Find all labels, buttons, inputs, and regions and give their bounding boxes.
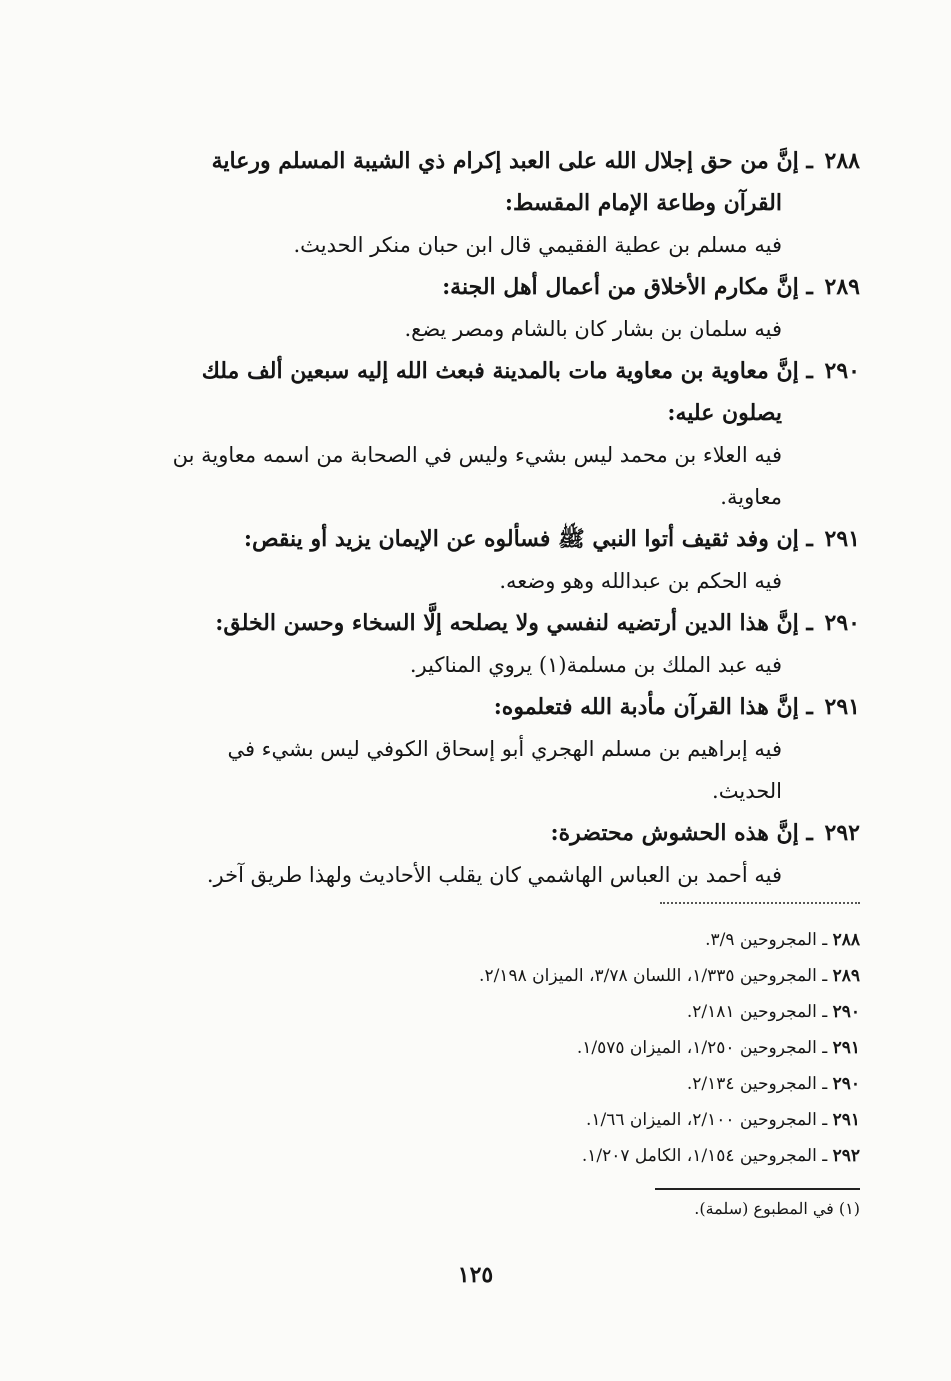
- entry-number: ٢٩١: [824, 526, 860, 552]
- entry: [160, 140, 860, 266]
- reference-dash: ـ: [822, 1146, 828, 1166]
- page-content: [160, 140, 860, 1240]
- reference-number: ٢٨٨: [832, 930, 860, 950]
- entry-number: ٢٩٠: [824, 358, 860, 384]
- entry-commentary: فيه الحكم بن عبدالله وهو وضعه.: [499, 569, 782, 593]
- entry-heading-text: إنَّ من حق إجلال الله على العبد إكرام ذي الشيبة المسلم ورعاية: [211, 148, 799, 174]
- footnote: (١) في المطبوع (سلمة).: [694, 1199, 860, 1218]
- entry: [160, 686, 860, 812]
- reference-text: المجروحين ٢/١٣٤.: [686, 1074, 817, 1094]
- entry-heading-text: إنَّ مكارم الأخلاق من أعمال أهل الجنة:: [442, 274, 799, 300]
- entry-dash: ـ: [806, 526, 813, 552]
- entry: [160, 602, 860, 686]
- entry-number: ٢٩٢: [824, 820, 860, 846]
- entry: [160, 350, 860, 518]
- reference-text: المجروحين ٢/١٠٠، الميزان ١/٦٦.: [585, 1110, 817, 1130]
- entry-number: ٢٨٨: [824, 148, 860, 174]
- entry-dash: ـ: [806, 358, 813, 384]
- reference-text: المجروحين ٣/٩.: [705, 930, 817, 950]
- entry: [160, 812, 860, 896]
- reference-dash: ـ: [822, 1110, 828, 1130]
- entry-commentary: فيه أحمد بن العباس الهاشمي كان يقلب الأحاديث ولهذا طريق آخر.: [206, 863, 782, 887]
- reference-text: المجروحين ١/١٥٤، الكامل ١/٢٠٧.: [581, 1146, 817, 1166]
- entry-commentary: فيه إبراهيم بن مسلم الهجري أبو إسحاق الكوفي ليس بشيء في الحديث.: [227, 737, 782, 803]
- reference-item: [160, 994, 860, 1030]
- reference-dash: ـ: [822, 966, 828, 986]
- footnote-rule: [655, 1188, 860, 1190]
- reference-number: ٢٨٩: [832, 966, 860, 986]
- reference-dash: ـ: [822, 930, 828, 950]
- reference-item: [160, 1030, 860, 1066]
- reference-item: [160, 922, 860, 958]
- entry-number: ٢٩٠: [824, 610, 860, 636]
- entry-heading: [160, 602, 860, 644]
- entry-dash: ـ: [806, 274, 813, 300]
- reference-text: المجروحين ٢/١٨١.: [686, 1002, 817, 1022]
- reference-dash: ـ: [822, 1002, 828, 1022]
- entry-heading: [160, 686, 860, 728]
- entry-dash: ـ: [806, 610, 813, 636]
- reference-item: [160, 1102, 860, 1138]
- entry: [160, 266, 860, 350]
- reference-number: ٢٩١: [832, 1110, 860, 1130]
- entry-heading-text: إنَّ هذه الحشوش محتضرة:: [550, 820, 799, 846]
- entry-heading: [160, 350, 860, 434]
- entry-commentary: فيه عبد الملك بن مسلمة(١) يروي المناكير.: [409, 653, 782, 677]
- reference-item: [160, 958, 860, 994]
- entry-heading: [160, 812, 860, 854]
- entry-dash: ـ: [806, 820, 813, 846]
- reference-dash: ـ: [822, 1074, 828, 1094]
- references-list: [160, 922, 860, 1174]
- entry-heading-continuation: القرآن وطاعة الإمام المقسط:: [504, 190, 782, 216]
- entry-heading: [160, 140, 860, 224]
- reference-text: المجروحين ١/٣٣٥، اللسان ٣/٧٨، الميزان ٢/١٩٨.: [479, 966, 817, 986]
- entry-number: ٢٨٩: [824, 274, 860, 300]
- reference-text: المجروحين ١/٢٥٠، الميزان ١/٥٧٥.: [576, 1038, 817, 1058]
- entry-dash: ـ: [806, 148, 813, 174]
- entry-heading-text: إن وفد ثقيف أتوا النبي ﷺ فسألوه عن الإيمان يزيد أو ينقص:: [243, 526, 799, 552]
- reference-number: ٢٩١: [832, 1038, 860, 1058]
- reference-item: [160, 1138, 860, 1174]
- reference-item: [160, 1066, 860, 1102]
- entry-commentary: فيه سلمان بن بشار كان بالشام ومصر يضع.: [404, 317, 782, 341]
- entry-commentary: فيه مسلم بن عطية الفقيمي قال ابن حبان منكر الحديث.: [293, 233, 782, 257]
- reference-number: ٢٩٢: [832, 1146, 860, 1166]
- reference-number: ٢٩٠: [832, 1074, 860, 1094]
- dotted-separator: [660, 902, 860, 912]
- entry-commentary: فيه العلاء بن محمد ليس بشيء وليس في الصحابة من اسمه معاوية بن معاوية.: [172, 443, 782, 509]
- entry-heading-text: إنَّ معاوية بن معاوية مات بالمدينة فبعث الله إليه سبعين ألف ملك: [201, 358, 799, 384]
- reference-number: ٢٩٠: [832, 1002, 860, 1022]
- entry-dash: ـ: [806, 694, 813, 720]
- entry-heading-text: إنَّ هذا القرآن مأدبة الله فتعلموه:: [493, 694, 799, 720]
- entry-number: ٢٩١: [824, 694, 860, 720]
- entry-heading-continuation: يصلون عليه:: [667, 400, 782, 426]
- entry-heading: [160, 266, 860, 308]
- page-number: ١٢٥: [457, 1262, 494, 1288]
- reference-dash: ـ: [822, 1038, 828, 1058]
- entry-heading: [160, 518, 860, 560]
- entry-heading-text: إنَّ هذا الدين أرتضيه لنفسي ولا يصلحه إلَّا السخاء وحسن الخلق:: [215, 610, 799, 636]
- entry: [160, 518, 860, 602]
